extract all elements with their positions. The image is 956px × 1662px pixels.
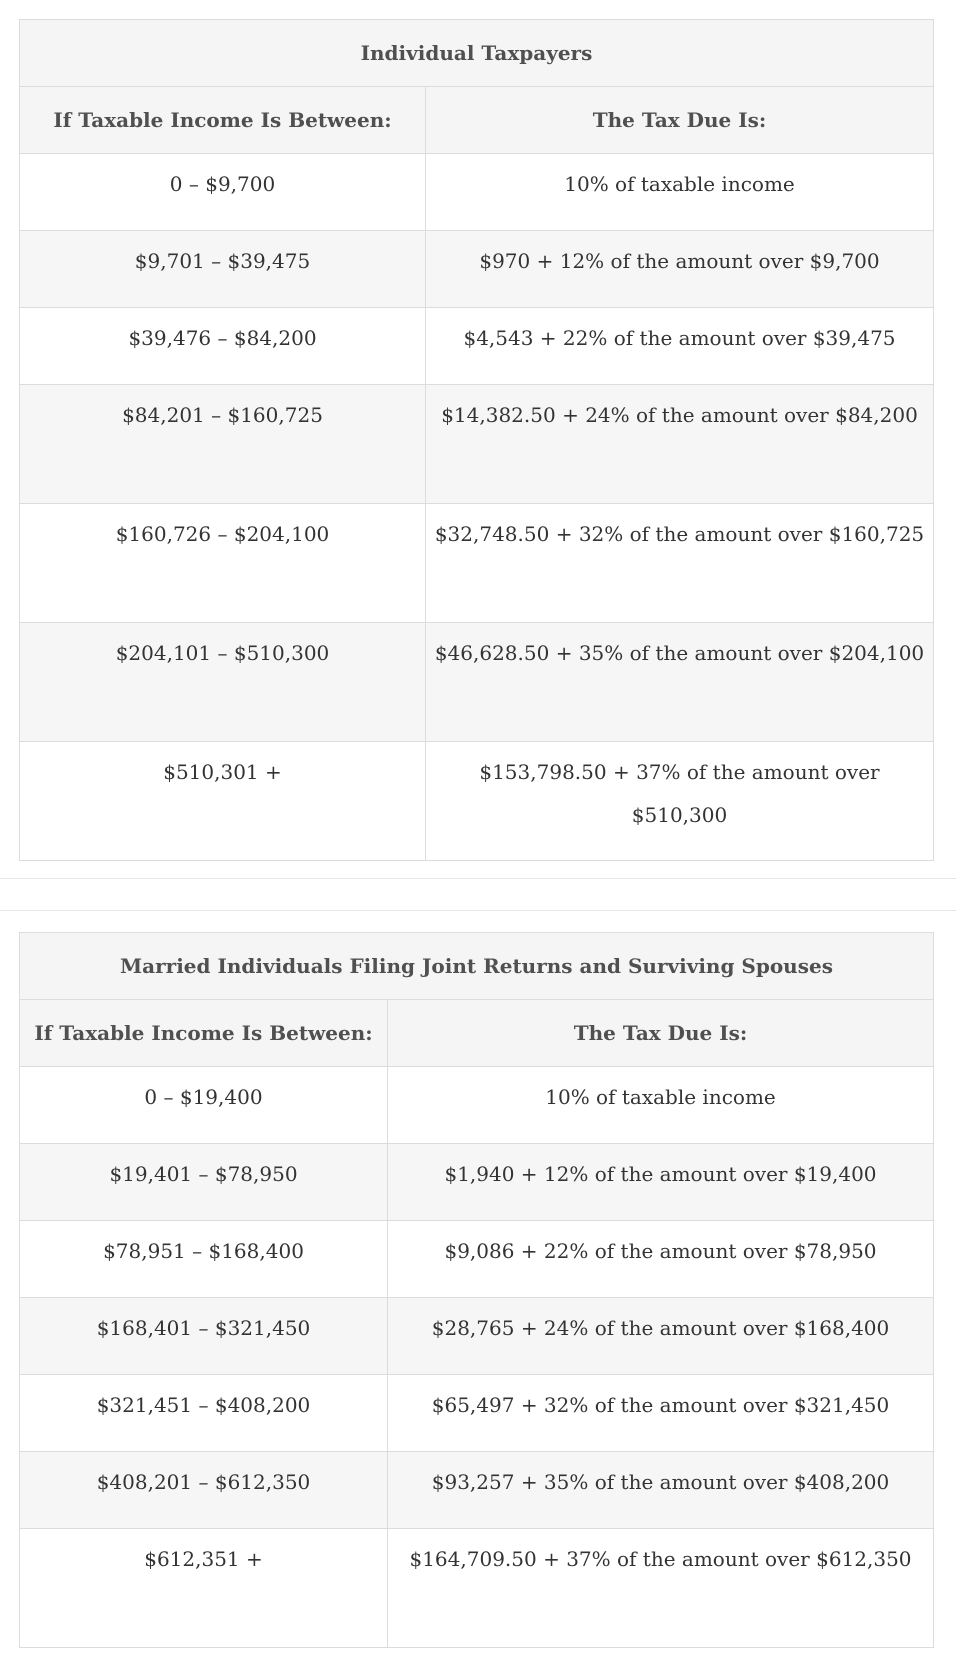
tax-due-cell	[388, 1529, 934, 1648]
income-range-cell	[20, 623, 426, 742]
tax-due-text: $32,748.50 + 32% of the amount over $160,725	[434, 522, 925, 546]
table-row	[20, 1298, 934, 1375]
tax-due-cell	[426, 504, 934, 623]
card-divider	[0, 878, 956, 879]
income-range-text: $321,451 – $408,200	[96, 1393, 311, 1417]
table-title: Married Individuals Filing Joint Returns and Surviving Spouses	[20, 933, 934, 1000]
column-header-income: If Taxable Income Is Between:	[20, 87, 426, 154]
income-range-cell	[20, 1144, 388, 1221]
income-range-text: $510,301 +	[163, 760, 282, 784]
income-range-cell	[20, 1375, 388, 1452]
income-range-cell	[20, 504, 426, 623]
table-row	[20, 742, 934, 861]
table-row	[20, 1452, 934, 1529]
income-range-cell	[20, 1452, 388, 1529]
tax-due-text: $28,765 + 24% of the amount over $168,400	[431, 1316, 890, 1340]
income-range-cell	[20, 742, 426, 861]
column-header-tax: The Tax Due Is:	[426, 87, 934, 154]
tax-due-text: $4,543 + 22% of the amount over $39,475	[463, 326, 896, 350]
tax-due-text: $9,086 + 22% of the amount over $78,950	[444, 1239, 877, 1263]
table-row	[20, 385, 934, 504]
income-range-cell	[20, 1221, 388, 1298]
column-header-tax: The Tax Due Is:	[388, 1000, 934, 1067]
table-title: Individual Taxpayers	[20, 20, 934, 87]
table-row	[20, 308, 934, 385]
income-range-cell	[20, 1067, 388, 1144]
income-range-cell	[20, 385, 426, 504]
income-range-cell	[20, 308, 426, 385]
individual-taxpayers-table	[19, 19, 934, 861]
income-range-text: $168,401 – $321,450	[96, 1316, 311, 1340]
tax-due-cell	[426, 154, 934, 231]
income-range-cell	[20, 154, 426, 231]
income-range-text: $612,351 +	[144, 1547, 263, 1571]
column-header-income: If Taxable Income Is Between:	[20, 1000, 388, 1067]
income-range-cell	[20, 1529, 388, 1648]
tax-due-text: 10% of taxable income	[564, 172, 795, 196]
table-row	[20, 1529, 934, 1648]
income-range-text: $204,101 – $510,300	[115, 641, 330, 665]
tax-due-text: $970 + 12% of the amount over $9,700	[479, 249, 880, 273]
tax-due-cell	[388, 1298, 934, 1375]
tax-due-cell	[426, 385, 934, 504]
income-range-text: $78,951 – $168,400	[103, 1239, 304, 1263]
tax-due-text: $46,628.50 + 35% of the amount over $204,100	[434, 641, 925, 665]
table-row	[20, 1221, 934, 1298]
income-range-cell	[20, 1298, 388, 1375]
tax-due-text: $164,709.50 + 37% of the amount over $612,350	[409, 1547, 912, 1571]
table-row	[20, 1375, 934, 1452]
table-row	[20, 504, 934, 623]
income-range-text: $160,726 – $204,100	[115, 522, 330, 546]
tax-due-cell	[388, 1144, 934, 1221]
income-range-cell	[20, 231, 426, 308]
income-range-text: $39,476 – $84,200	[128, 326, 317, 350]
table-row	[20, 1144, 934, 1221]
tax-due-cell	[426, 623, 934, 742]
table-row	[20, 1067, 934, 1144]
tax-due-cell	[388, 1375, 934, 1452]
table-row	[20, 623, 934, 742]
tax-due-cell	[388, 1452, 934, 1529]
tax-due-text: $65,497 + 32% of the amount over $321,450	[431, 1393, 890, 1417]
income-range-text: $84,201 – $160,725	[122, 403, 323, 427]
tax-due-cell	[388, 1067, 934, 1144]
tax-due-text: $1,940 + 12% of the amount over $19,400	[444, 1162, 877, 1186]
tax-due-cell	[426, 742, 934, 861]
married-joint-returns-table	[19, 932, 934, 1648]
tax-due-cell	[426, 308, 934, 385]
income-range-text: 0 – $19,400	[144, 1085, 263, 1109]
income-range-text: $9,701 – $39,475	[134, 249, 311, 273]
income-range-text: $408,201 – $612,350	[96, 1470, 311, 1494]
card-divider	[0, 910, 956, 911]
tax-due-text: $14,382.50 + 24% of the amount over $84,200	[441, 403, 918, 427]
tax-due-cell	[388, 1221, 934, 1298]
tax-due-text: 10% of taxable income	[545, 1085, 776, 1109]
table-row	[20, 231, 934, 308]
table-row	[20, 154, 934, 231]
tax-due-cell	[426, 231, 934, 308]
income-range-text: $19,401 – $78,950	[109, 1162, 298, 1186]
tax-due-text: $153,798.50 + 37% of the amount over $510,300	[479, 760, 880, 827]
income-range-text: 0 – $9,700	[169, 172, 276, 196]
tax-due-text: $93,257 + 35% of the amount over $408,200	[431, 1470, 890, 1494]
